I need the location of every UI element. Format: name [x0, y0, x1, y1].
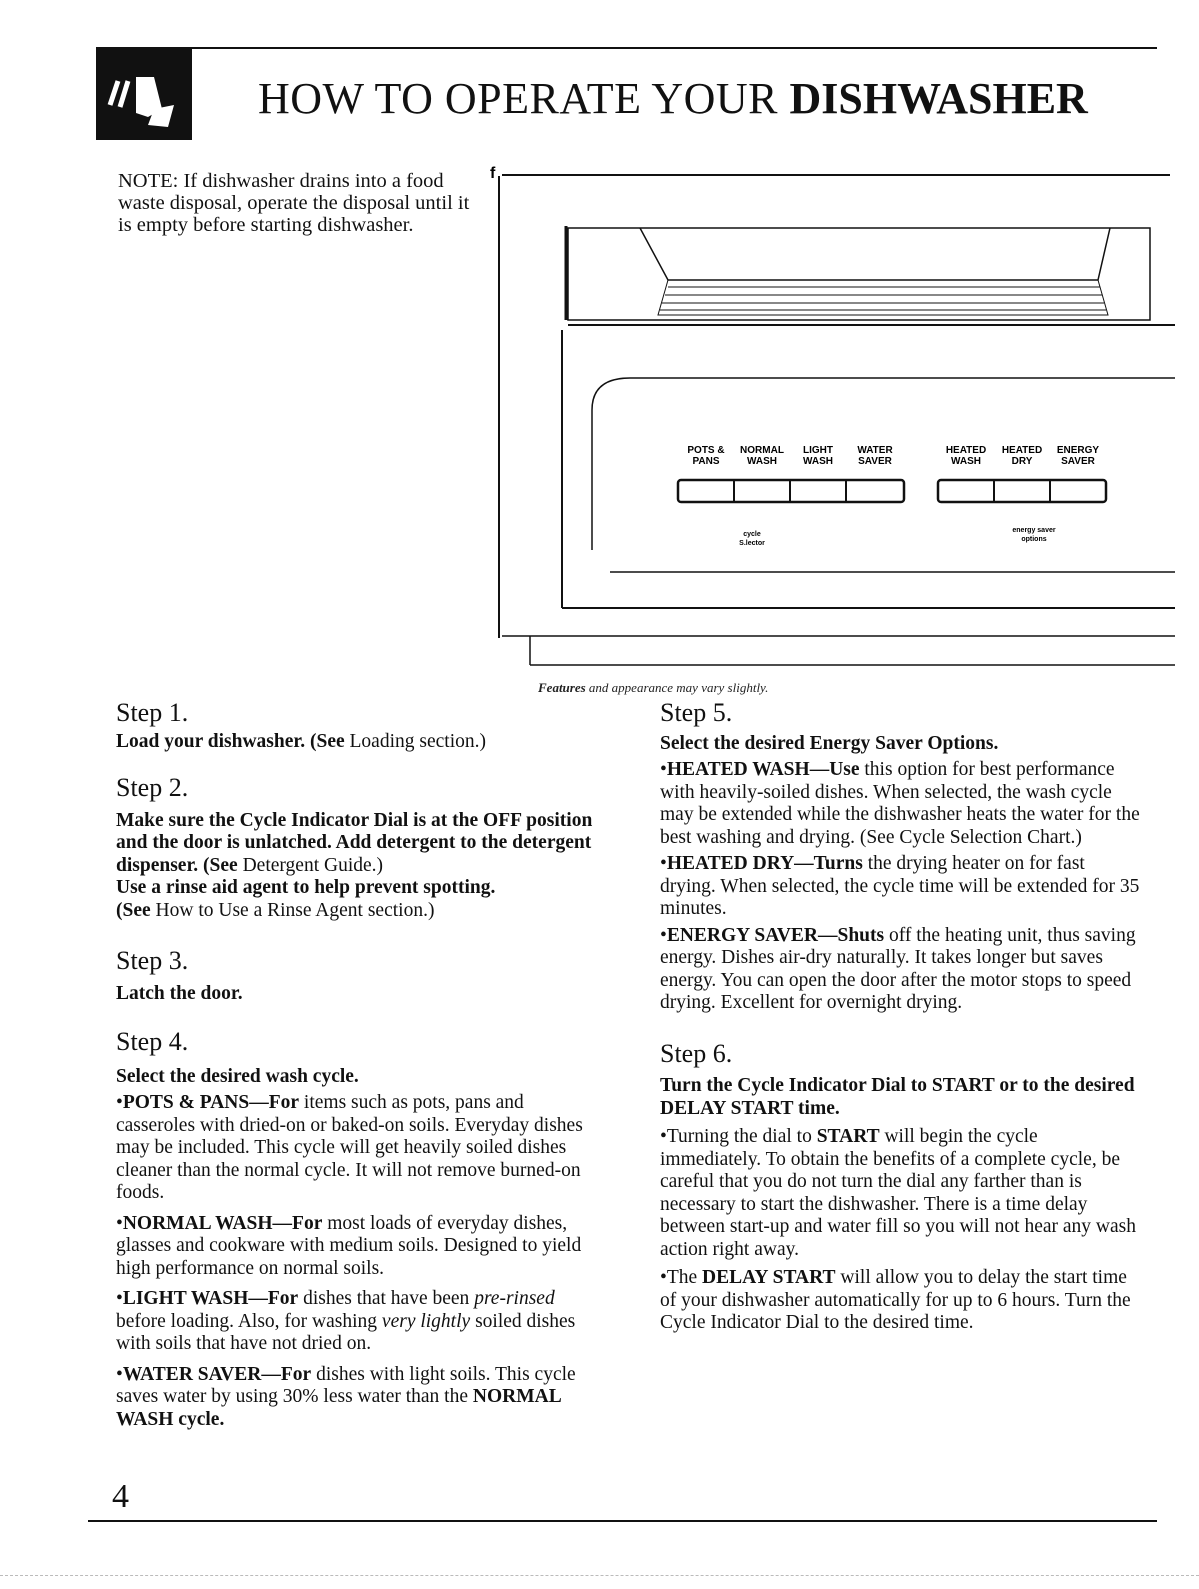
footer-rule — [88, 1520, 1157, 1522]
cycle-selector-label-1: cycle — [743, 531, 761, 538]
illustration-caption: Features and appearance may vary slightly. — [538, 680, 769, 695]
header-rule — [96, 47, 1157, 49]
step2-heading: Step 2. — [116, 773, 189, 802]
cycle-label-water-2: SAVER — [858, 456, 892, 467]
energy-label-saver-1: ENERGY — [1056, 445, 1100, 456]
cycle-label-water-1: WATER — [857, 445, 893, 456]
step4-item-water-saver: •WATER SAVER—For dishes with light soils. This cycle saves water by using 30% less water than the NORMAL WASH cycle. — [116, 1363, 576, 1430]
note-label: NOTE: — [118, 170, 179, 192]
energy-label-dry-2: DRY — [1011, 456, 1033, 467]
step5-item-energy-saver: •ENERGY SAVER—Shuts off the heating unit, thus saving energy. Dishes air-dry naturally. It takes longer but saves energy. You can open the door after the motor stops to speed drying. Excellent for overnight drying. — [660, 924, 1136, 1013]
energy-label-saver-2: SAVER — [1061, 456, 1095, 467]
step6-instruction: Turn the Cycle Indicator Dial to START or to the desired DELAY START time. — [660, 1075, 1135, 1119]
step6-item-start: •Turning the dial to START will begin the cycle immediately. To obtain the benefits of a complete cycle, be careful that you do not turn the dial any farther than is necessary to start the dishwasher. There is a time delay between start-up and water fill so you will not hear any wash action right away. — [660, 1126, 1136, 1260]
step4-instruction: Select the desired wash cycle. — [116, 1065, 359, 1087]
cycle-label-light-1: LIGHT — [803, 445, 833, 456]
step3-heading: Step 3. — [116, 946, 189, 975]
control-panel-illustration — [490, 160, 1190, 680]
page-title: HOW TO OPERATE YOUR DISHWASHER — [258, 74, 1088, 123]
page-number: 4 — [112, 1478, 129, 1515]
step5-heading: Step 5. — [660, 698, 733, 727]
corner-mark: f — [490, 165, 496, 182]
energy-label-wash-1: HEATED — [945, 445, 987, 456]
step5-item-heated-wash: •HEATED WASH—Use this option for best performance with heavily-soiled dishes. When selected, the wash cycle may be extended while the dishwasher heats the water for the best washing and drying. (See Cycle Selection Chart.) — [660, 759, 1140, 848]
energy-options-label-1: energy saver — [1012, 527, 1056, 534]
step2-text: Make sure the Cycle Indicator Dial is at the OFF position and the door is unlatched. Add detergent to the detergent dispenser. (See Detergent Guide.) Use a rinse aid agent to help prevent spotting. (See How to Use a Rinse Agent section.) — [116, 809, 593, 921]
scan-edge-line — [0, 1575, 1199, 1576]
energy-label-wash-2: WASH — [951, 456, 981, 467]
step5-item-heated-dry: •HEATED DRY—Turns the drying heater on for fast drying. When selected, the cycle time will be extended for 35 minutes. — [660, 853, 1140, 919]
step1-heading: Step 1. — [116, 698, 189, 727]
cycle-label-normal-2: WASH — [747, 456, 777, 467]
step5-instruction: Select the desired Energy Saver Options. — [660, 732, 999, 754]
step6-item-delay-start: •The DELAY START will allow you to delay the start time of your dishwasher automatically for up to 6 hours. Turn the Cycle Indicator Dial to the desired time. — [660, 1267, 1131, 1333]
left-column — [116, 698, 594, 1431]
step4-item-normal-wash: •NORMAL WASH—For most loads of everyday dishes, glasses and cookware with medium soils. Designed to yield high performance on normal soils. — [116, 1212, 582, 1279]
cycle-label-normal-1: NORMAL — [740, 445, 784, 456]
note-paragraph — [118, 170, 488, 236]
step1-text: Load your dishwasher. (See Loading section.) — [116, 730, 486, 752]
step4-item-pots-pans: •POTS & PANS—For items such as pots, pans and casseroles with dried-on or baked-on soils. Everyday dishes may be included. This cycle will get heavily soiled dishes cleaner than the normal cycle. It will not remove burned-on foods. — [116, 1092, 583, 1203]
step3-text: Latch the door. — [116, 982, 243, 1004]
cycle-label-light-2: WASH — [803, 456, 833, 467]
energy-label-dry-1: HEATED — [1001, 445, 1043, 456]
step4-item-light-wash: •LIGHT WASH—For dishes that have been pre-rinsed before loading. Also, for washing very lightly soiled dishes with soils that have not dried on. — [116, 1288, 576, 1354]
cycle-label-pots-2: PANS — [692, 456, 720, 467]
hand-logo-icon — [96, 47, 192, 140]
step6-heading: Step 6. — [660, 1038, 733, 1068]
energy-options-label-2: options — [1021, 536, 1047, 543]
right-column — [660, 698, 1140, 1335]
note-text: If dishwasher drains into a food waste disposal, operate the disposal until it is empty before starting dishwasher. — [118, 170, 470, 236]
step4-heading: Step 4. — [116, 1027, 189, 1056]
cycle-label-pots-1: POTS & — [687, 445, 725, 456]
cycle-selector-label-2: S.lector — [739, 540, 765, 547]
